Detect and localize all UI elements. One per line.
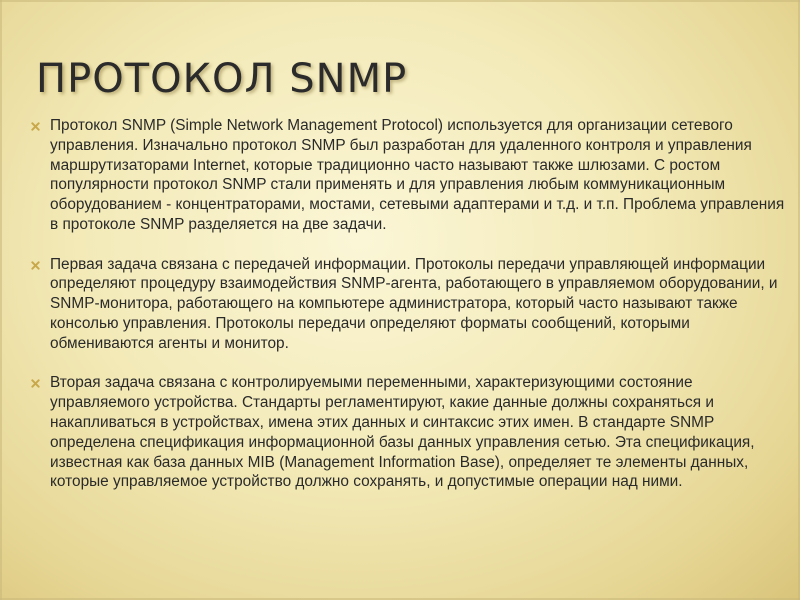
x-bullet-icon: [31, 122, 40, 131]
slide-border: [0, 0, 2, 600]
paragraph-text: Первая задача связана с передачей информации. Протоколы передачи управляющей информации определяют процедуру взаимодействия SNMP-агента, работающего в управляемом оборудовании, и SNMP-монитора, работающего на компьютере администратора, который часто называют также консолью управления. Протоколы передачи определяют форматы сообщений, которыми обмениваются агенты и монитор.: [50, 255, 778, 352]
x-bullet-icon: [31, 261, 40, 270]
slide-border: [0, 0, 800, 2]
x-bullet-icon: [31, 379, 40, 388]
paragraph-text: Вторая задача связана с контролируемыми переменными, характеризующими состояние управляемого устройства. Стандарты регламентируют, какие данные должны сохраняться и накапливаться в устройствах, имена этих данных и синтаксис этих имен. В стандарте SNMP определена спецификация информационной базы данных управления сетью. Эта спецификация, известная как база данных MIB (Management Information Base), определяет те элементы данных, которые управляемое устройство должно сохранять, и допустимые операции над ними.: [50, 374, 755, 491]
bullet-paragraph-2: [30, 255, 790, 354]
slide-content: [30, 116, 790, 492]
slide-title: ПРОТОКОЛ SNMP: [36, 56, 408, 102]
paragraph-text: Протокол SNMP (Simple Network Management Protocol) используется для организации сетевого управления. Изначально протокол SNMP был разработан для удаленного контроля и управления маршрутизаторами Internet, которые традиционно часто называют также шлюзами. С ростом популярности протокол SNMP стали применять и для управления любым коммуникационным оборудованием - концентраторами, мостами, сетевыми адаптерами и т.д. и т.п. Проблема управления в протоколе SNMP разделяется на две задачи.: [50, 117, 785, 233]
bullet-paragraph-1: [30, 116, 790, 235]
bullet-paragraph-3: [30, 373, 790, 492]
